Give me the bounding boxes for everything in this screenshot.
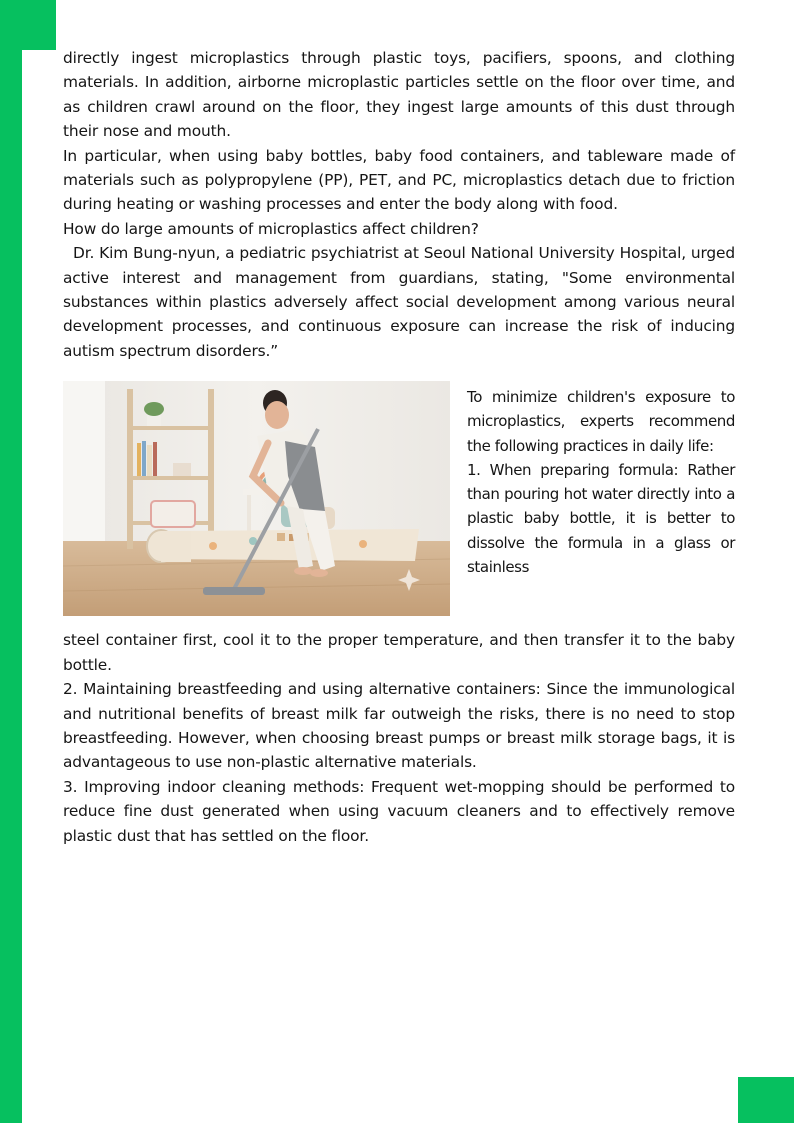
- side-text-column: [467, 385, 735, 616]
- article-body: [63, 46, 735, 848]
- photo-illustration: [63, 381, 450, 616]
- paragraph-breastfeeding: 2. Maintaining breastfeeding and using alternative containers: Since the immunological and nutritional benefits of breast milk far outweigh the risks, there is no need to stop breastfeeding. However, when choosing breast pumps or breast milk storage bags, it is advantageous to use non-plastic alternative materials.: [63, 680, 735, 772]
- green-accent-strip: [0, 0, 22, 1123]
- paragraph-expert-recommendation: To minimize children's exposure to microplastics, experts recommend the following practices in daily life:: [467, 388, 735, 455]
- green-accent-top-block: [0, 0, 56, 50]
- paragraph-formula-continued: steel container first, cool it to the proper temperature, and then transfer it to the baby bottle.: [63, 631, 735, 674]
- paragraph-baby-bottles: In particular, when using baby bottles, baby food containers, and tableware made of materials such as polypropylene (PP), PET, and PC, microplastics detach due to friction during heating or washing processes and enter the body along with food.: [63, 146, 735, 214]
- paragraph-preparing-formula: 1. When preparing formula: Rather than pouring hot water directly into a plastic baby bottle, it is better to dissolve the formula in a glass or stainless: [467, 460, 735, 576]
- green-accent-corner-block: [738, 1077, 794, 1123]
- paragraph-dust-ingestion: directly ingest microplastics through plastic toys, pacifiers, spoons, and clothing materials. In addition, airborne microplastic particles settle on the floor over time, and as children crawl around on the floor, they ingest large amounts of this dust through their nose and mouth.: [63, 49, 735, 141]
- image-with-side-text: [63, 381, 735, 616]
- paragraph-doctor-quote: Dr. Kim Bung-nyun, a pediatric psychiatrist at Seoul National University Hospital, urged active interest and management from guardians, stating, "Some environmental substances within plastics adversely affect social development among various neural development processes, and continuous exposure can increase the risk of inducing autism spectrum disorders.”: [63, 244, 735, 360]
- paragraph-question: How do large amounts of microplastics affect children?: [63, 219, 479, 238]
- woman-mopping-floor-photo: [63, 381, 450, 616]
- paragraph-indoor-cleaning: 3. Improving indoor cleaning methods: Frequent wet-mopping should be performed to reduce fine dust generated when using vacuum cleaners and to effectively remove plastic dust that has settled on the floor.: [63, 777, 735, 845]
